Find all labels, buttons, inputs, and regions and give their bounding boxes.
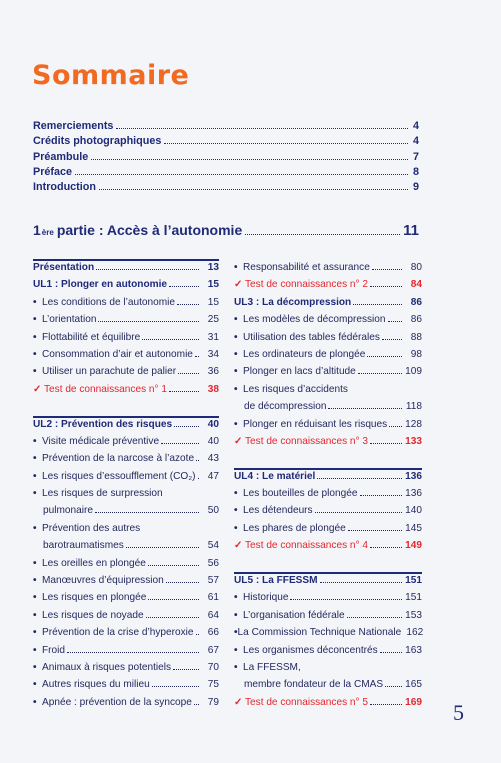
toc-entry-label: Autres risques du milieu: [42, 679, 150, 691]
part-number: 1: [33, 222, 41, 238]
toc-entry-label: Les ordinateurs de plongée: [243, 348, 366, 360]
section-rule: [234, 468, 422, 470]
toc-entry-label: Préambule: [33, 150, 89, 163]
toc-entry: [234, 436, 422, 453]
toc-entry-label: Apnée : prévention de la syncope: [42, 696, 192, 708]
toc-entry: [33, 366, 219, 383]
toc-entry-page: 86: [410, 314, 422, 326]
toc-entry-page: 7: [412, 150, 419, 163]
toc-entry-label: Crédits photographiques: [33, 135, 162, 148]
dot-leader: [95, 512, 199, 513]
checkmark-icon: ✓: [234, 435, 243, 447]
bullet-icon: •: [33, 331, 37, 343]
dot-leader: [161, 443, 199, 444]
bullet-icon: •: [33, 296, 37, 308]
toc-entry-label: Froid: [42, 644, 65, 656]
dot-leader: [169, 286, 199, 287]
toc-entry: [33, 558, 219, 575]
toc-entry-label: Test de connaissances n° 3: [245, 435, 368, 447]
toc-entry: [234, 366, 422, 383]
dot-leader: [98, 321, 199, 322]
dot-leader: [178, 373, 199, 374]
bullet-icon: •: [234, 644, 238, 656]
bullet-icon: •: [234, 314, 238, 326]
toc-entry: [234, 332, 422, 349]
part-page: 11: [403, 222, 419, 239]
toc-entry-page: 140: [405, 505, 422, 517]
toc-entry-label: Les détendeurs: [243, 505, 313, 517]
dot-leader: [388, 321, 402, 322]
front-matter-list: [33, 120, 419, 196]
bullet-icon: •: [234, 262, 238, 273]
toc-entry-page: 153: [405, 609, 422, 621]
toc-entry-page: 43: [207, 453, 219, 465]
toc-entry-page: 151: [405, 575, 422, 587]
toc-entry: [234, 314, 422, 331]
dot-leader: [360, 495, 403, 496]
toc-entry: [33, 679, 219, 696]
dot-leader: [385, 686, 402, 687]
toc-entry-label: Historique: [243, 592, 289, 604]
toc-entry-page: 13: [207, 262, 219, 273]
dot-leader: [370, 704, 402, 705]
bullet-icon: •: [33, 435, 37, 447]
toc-entry-label: L’orientation: [42, 314, 97, 326]
toc-entry-label: UL5 : La FFESSM: [234, 575, 318, 587]
toc-entry-page: 86: [410, 296, 422, 308]
bullet-icon: •: [234, 609, 238, 621]
toc-entry-page: 54: [207, 540, 219, 552]
part-heading: [33, 222, 419, 239]
bullet-icon: •: [33, 575, 37, 587]
bullet-icon: •: [234, 592, 238, 604]
toc-entry-label: Les oreilles en plongée: [42, 557, 146, 569]
toc-entry-label: Plonger en réduisant les risques: [243, 418, 388, 430]
toc-entry-label: Les modèles de décompression: [243, 314, 386, 326]
dot-leader: [367, 356, 402, 357]
toc-entry: [234, 575, 422, 592]
bullet-icon: •: [234, 627, 238, 639]
toc-entry-label: Les phares de plongée: [243, 522, 346, 534]
toc-entry-label: Prévention des autres: [42, 522, 141, 534]
toc-entry-label: membre fondateur de la CMAS: [244, 679, 384, 691]
toc-entry-label: Remerciements: [33, 120, 114, 132]
toc-entry: [33, 488, 219, 505]
toc-entry-label: Animaux à risques potentiels: [42, 661, 172, 673]
toc-entry: [33, 575, 219, 592]
toc-entry: [33, 349, 219, 366]
bullet-icon: •: [234, 348, 238, 360]
toc-entry-label: Test de connaissances n° 2: [245, 279, 368, 291]
toc-entry-label: Les conditions de l’autonomie: [42, 296, 175, 308]
toc-entry-page: 31: [207, 331, 219, 343]
toc-entry-label: Les risques de noyade: [42, 609, 144, 621]
toc-entry: [33, 436, 219, 453]
toc-entry-page: 4: [412, 135, 419, 148]
toc-entry-label: Flottabilité et équilibre: [42, 331, 141, 343]
dot-leader: [146, 617, 199, 618]
toc-entry: [234, 279, 422, 296]
checkmark-icon: ✓: [234, 279, 243, 291]
toc-entry-page: 25: [207, 314, 219, 326]
toc-entry-page: 163: [405, 644, 422, 656]
dot-leader: [164, 143, 408, 144]
toc-entry: [33, 662, 219, 679]
dot-leader: [196, 634, 200, 635]
dot-leader: [148, 599, 199, 600]
toc-entry-page: 88: [410, 331, 422, 343]
dot-leader: [370, 286, 402, 287]
toc-entry-page: 40: [207, 418, 219, 430]
toc-entry: [234, 401, 422, 418]
dot-leader: [116, 128, 408, 129]
toc-entry-label: Visite médicale préventive: [42, 435, 160, 447]
toc-entry: [234, 523, 422, 540]
bullet-icon: •: [234, 488, 238, 500]
toc-entry-page: 36: [207, 366, 219, 378]
toc-entry-label: barotraumatismes: [43, 540, 124, 552]
dot-leader: [372, 269, 402, 270]
toc-entry: [234, 627, 422, 644]
toc-entry: [234, 662, 422, 679]
toc-entry-label: Introduction: [33, 181, 96, 194]
bullet-icon: •: [33, 592, 37, 604]
toc-entry: [234, 679, 422, 696]
toc-entry-label: UL1 : Plonger en autonomie: [33, 279, 168, 291]
dot-leader: [91, 159, 408, 160]
toc-entry-page: 98: [410, 348, 422, 360]
dot-leader: [173, 669, 199, 670]
toc-entry: [234, 471, 422, 488]
toc-entry-label: pulmonaire: [43, 505, 93, 517]
toc-entry: [234, 645, 422, 662]
toc-entry-page: 50: [207, 505, 219, 517]
toc-entry-label: Responsabilité et assurance: [243, 262, 370, 273]
toc-entry: [234, 540, 422, 557]
toc-entry-label: Prévention de la narcose à l’azote: [42, 453, 195, 465]
toc-entry: [234, 419, 422, 436]
toc-entry-page: 75: [207, 679, 219, 691]
toc-entry: [234, 592, 422, 609]
toc-entry-page: 136: [405, 488, 422, 500]
toc-entry: [33, 151, 419, 166]
toc-entry: [234, 488, 422, 505]
toc-entry: [33, 505, 219, 522]
dot-leader: [370, 443, 402, 444]
toc-entry-page: 169: [405, 696, 422, 708]
dot-leader: [99, 189, 408, 190]
bullet-icon: •: [33, 644, 37, 656]
toc-entry-label: UL2 : Prévention des risques: [33, 418, 173, 430]
dot-leader: [198, 478, 199, 479]
toc-entry-page: 57: [207, 575, 219, 587]
toc-entry-label: Les risques d’essoufflement (CO₂): [42, 470, 196, 482]
dot-leader: [380, 652, 402, 653]
part-label: partie : Accès à l’autonomie: [56, 222, 243, 238]
dot-leader: [290, 599, 402, 600]
toc-entry-page: 136: [405, 470, 422, 482]
toc-entry-label: Les risques de surpression: [42, 488, 163, 500]
toc-entry: [33, 332, 219, 349]
toc-entry: [33, 592, 219, 609]
dot-leader: [320, 582, 402, 583]
toc-right-column: [234, 262, 422, 714]
bullet-icon: •: [33, 679, 37, 691]
bullet-icon: •: [33, 557, 37, 569]
toc-entry-page: 61: [207, 592, 219, 604]
toc-entry-label: Prévention de la crise d’hyperoxie: [42, 627, 194, 639]
toc-entry-label: L’organisation fédérale: [243, 609, 345, 621]
toc-entry-page: 40: [207, 435, 219, 447]
toc-entry-label: Présentation: [33, 262, 95, 273]
bullet-icon: •: [33, 366, 37, 378]
toc-entry-page: 145: [405, 522, 422, 534]
toc-entry-label: La Commission Technique Nationale: [237, 627, 402, 639]
dot-leader: [75, 174, 408, 175]
bullet-icon: •: [33, 348, 37, 360]
toc-entry-page: 79: [207, 696, 219, 708]
page-number: 5: [453, 700, 464, 725]
bullet-icon: •: [234, 505, 238, 517]
toc-entry-label: Plonger en lacs d’altitude: [243, 366, 356, 378]
bullet-icon: •: [33, 522, 37, 534]
toc-entry-page: 47: [207, 470, 219, 482]
toc-entry-label: Test de connaissances n° 5: [245, 696, 368, 708]
dot-leader: [142, 339, 199, 340]
toc-entry-page: 80: [410, 262, 422, 273]
dot-leader: [194, 704, 199, 705]
toc-entry-label: Test de connaissances n° 1: [44, 383, 167, 395]
toc-entry: [33, 262, 219, 279]
dot-leader: [347, 617, 402, 618]
dot-leader: [177, 304, 199, 305]
toc-entry-page: 118: [405, 401, 422, 413]
dot-leader: [96, 269, 199, 270]
dot-leader: [317, 478, 402, 479]
section-rule: [33, 259, 219, 261]
toc-entry-page: 38: [207, 383, 219, 395]
dot-leader: [245, 234, 400, 235]
toc-entry-label: Test de connaissances n° 4: [245, 540, 368, 552]
toc-entry-page: 4: [412, 120, 419, 132]
toc-entry: [234, 610, 422, 627]
dot-leader: [348, 530, 402, 531]
toc-entry: [33, 166, 419, 181]
bullet-icon: •: [234, 383, 238, 395]
toc-entry-label: Les risques d’accidents: [243, 383, 348, 395]
dot-leader: [328, 408, 402, 409]
toc-entry: [33, 279, 219, 296]
dot-leader: [353, 304, 402, 305]
toc-entry-label: Manœuvres d’équipression: [42, 575, 164, 587]
bullet-icon: •: [33, 696, 37, 708]
dot-leader: [166, 582, 199, 583]
toc-entry: [33, 120, 419, 135]
bullet-icon: •: [33, 661, 37, 673]
toc-entry: [33, 610, 219, 627]
toc-entry: [33, 314, 219, 331]
toc-entry-page: 67: [207, 644, 219, 656]
toc-entry-page: 151: [405, 592, 422, 604]
toc-entry-page: 15: [207, 279, 219, 291]
toc-entry: [33, 523, 219, 540]
toc-entry-page: 128: [405, 418, 422, 430]
dot-leader: [370, 547, 402, 548]
bullet-icon: •: [234, 331, 238, 343]
toc-entry-page: 133: [405, 435, 422, 447]
dot-leader: [169, 391, 199, 392]
dot-leader: [148, 565, 199, 566]
bullet-icon: •: [33, 488, 37, 500]
toc-entry-page: 109: [405, 366, 422, 378]
toc-entry: [33, 471, 219, 488]
part-number-suffix: ère: [41, 228, 54, 237]
bullet-icon: •: [33, 470, 37, 482]
bullet-icon: •: [33, 627, 37, 639]
toc-entry: [234, 262, 422, 279]
checkmark-icon: ✓: [234, 696, 243, 708]
toc-entry-page: 84: [410, 279, 422, 291]
dot-leader: [389, 426, 402, 427]
toc-entry-label: Consommation d’air et autonomie: [42, 348, 193, 360]
toc-entry-label: Utiliser un parachute de palier: [42, 366, 177, 378]
checkmark-icon: ✓: [234, 540, 243, 552]
dot-leader: [126, 547, 199, 548]
toc-entry: [33, 697, 219, 714]
toc-entry-label: UL3 : La décompression: [234, 296, 352, 308]
toc-entry-page: 9: [412, 181, 419, 194]
dot-leader: [315, 512, 402, 513]
bullet-icon: •: [234, 522, 238, 534]
dot-leader: [67, 652, 199, 653]
bullet-icon: •: [33, 314, 37, 326]
section-rule: [33, 416, 219, 418]
toc-entry-label: Utilisation des tables fédérales: [243, 331, 380, 343]
toc-left-column: [33, 262, 219, 714]
page-title: Sommaire: [32, 60, 190, 91]
bullet-icon: •: [234, 661, 238, 673]
toc-entry-label: La FFESSM,: [243, 661, 301, 673]
toc-entry-label: Les risques en plongée: [42, 592, 147, 604]
dot-leader: [196, 460, 199, 461]
dot-leader: [195, 356, 199, 357]
toc-entry: [234, 384, 422, 401]
toc-entry: [33, 453, 219, 470]
toc-entry: [33, 181, 419, 196]
toc-entry: [234, 505, 422, 522]
dot-leader: [358, 373, 402, 374]
toc-entry: [33, 540, 219, 557]
toc-entry-label: Les organismes déconcentrés: [243, 644, 378, 656]
toc-entry-page: 70: [207, 661, 219, 673]
toc-entry: [234, 697, 422, 714]
toc-entry-page: 34: [207, 348, 219, 360]
toc-entry-page: 66: [207, 627, 219, 639]
toc-entry-label: de décompression: [244, 401, 327, 413]
toc-entry-label: Préface: [33, 165, 73, 178]
toc-entry-page: 165: [405, 679, 422, 691]
section-rule: [234, 572, 422, 574]
toc-entry: [33, 384, 219, 401]
toc-entry: [234, 297, 422, 314]
toc-entry-label: UL4 : Le matériel: [234, 470, 316, 482]
checkmark-icon: ✓: [33, 383, 42, 395]
toc-entry-page: 64: [207, 609, 219, 621]
bullet-icon: •: [33, 453, 37, 465]
toc-entry: [33, 419, 219, 436]
dot-leader: [382, 339, 402, 340]
dot-leader: [152, 686, 199, 687]
toc-entry-page: 15: [207, 296, 219, 308]
toc-entry-page: 162: [406, 627, 424, 639]
toc-entry-page: 8: [412, 165, 419, 178]
dot-leader: [174, 426, 199, 427]
bullet-icon: •: [33, 609, 37, 621]
toc-entry: [33, 135, 419, 150]
toc-entry: [33, 627, 219, 644]
toc-entry: [234, 349, 422, 366]
toc-entry: [33, 297, 219, 314]
bullet-icon: •: [234, 366, 238, 378]
toc-entry-label: Les bouteilles de plongée: [243, 488, 358, 500]
bullet-icon: •: [234, 418, 238, 430]
toc-entry-page: 149: [405, 540, 422, 552]
toc-entry: [33, 645, 219, 662]
toc-entry-page: 56: [207, 557, 219, 569]
